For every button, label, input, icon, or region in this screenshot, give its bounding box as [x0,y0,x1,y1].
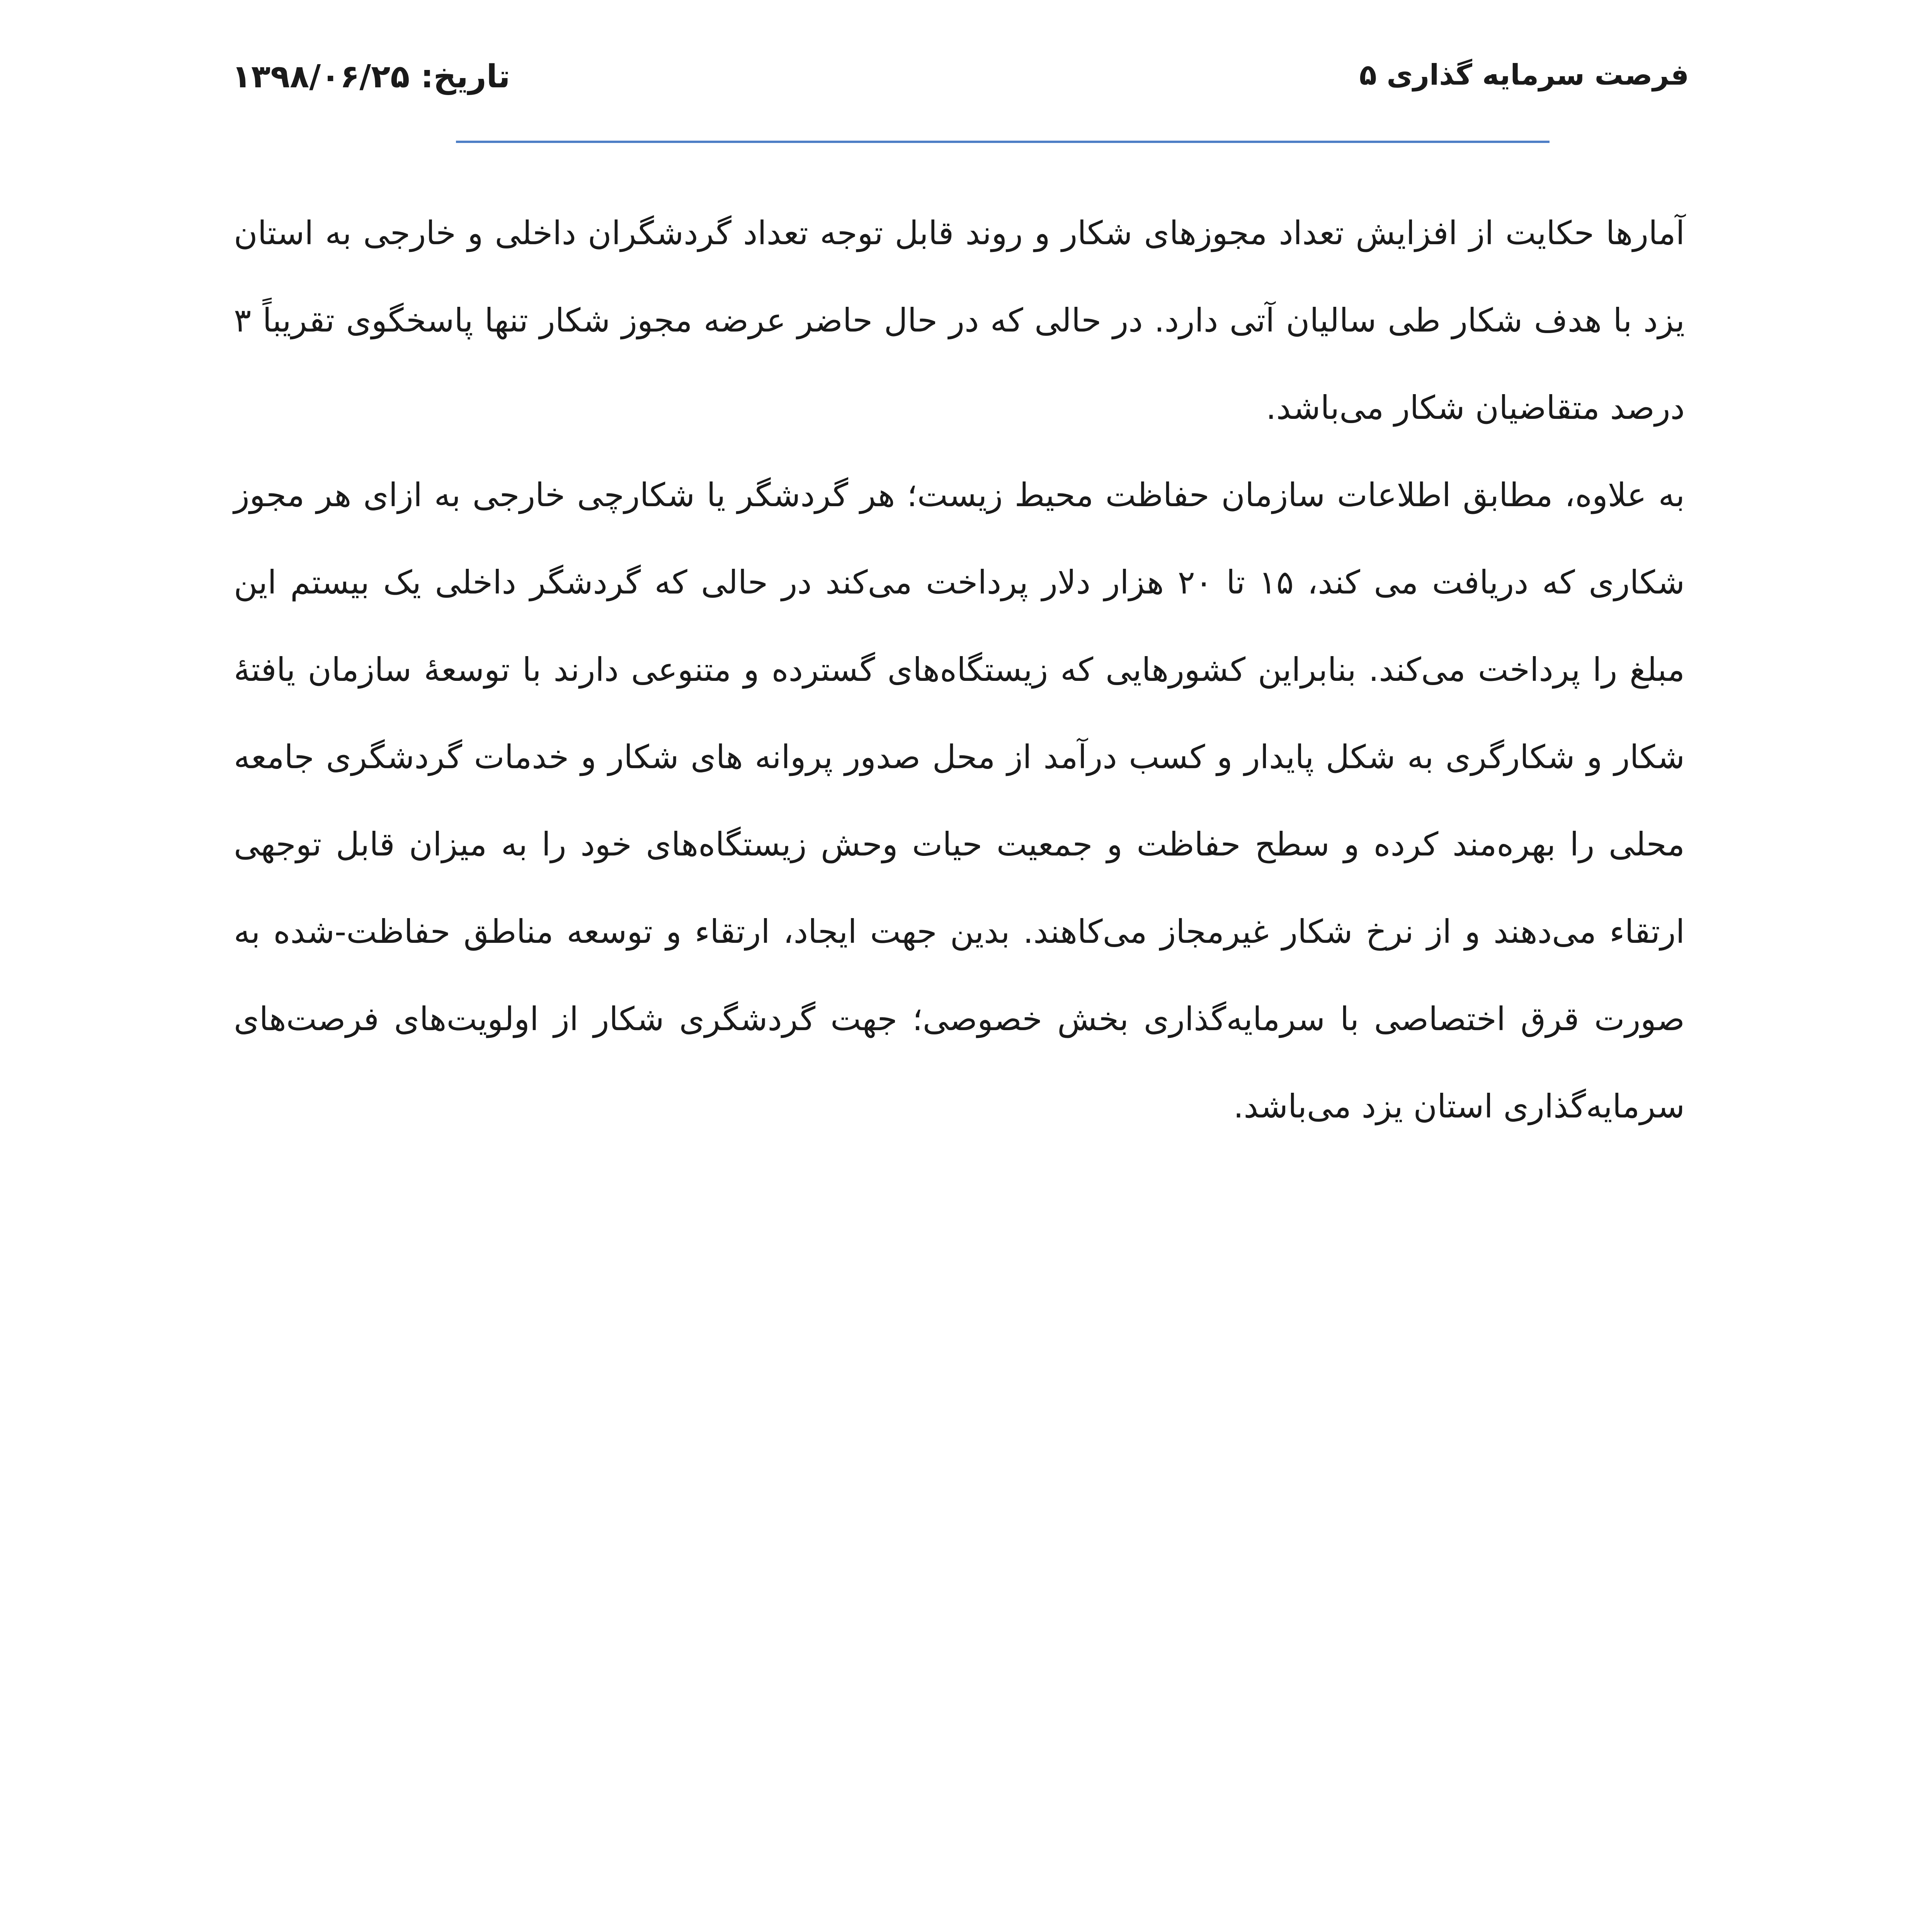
body-text [234,189,1685,1150]
header-divider [456,141,1550,143]
document-date: تاریخ: ۱۳۹۸/۰۶/۲۵ [232,58,510,95]
paragraph: به علاوه، مطابق اطلاعات سازمان حفاظت محیط زیست؛ هر گردشگر یا شکارچی خارجی به ازای هر مجوز شکاری که دریافت می کند، ۱۵ تا ۲۰ هزار دلار پرداخت می‌کند در حالی که گردشگر داخلی یک بیستم این مبلغ را پرداخت می‌کند. بنابراین کشورهایی که زیستگاه‌های گسترده و متنوعی دارند با توسعۀ سازمان یافتۀ شکار و شکارگری به شکل پایدار و کسب درآمد از محل صدور پروانه های شکار و خدمات گردشگری جامعه محلی را بهره‌مند کرده و سطح حفاظت و جمعیت حیات وحش زیستگاه‌های خود را به میزان قابل توجهی ارتقاء می‌دهند و از نرخ شکار غیرمجاز می‌کاهند. بدین جهت ایجاد، ارتقاء و توسعه مناطق حفاظت-شده به صورت قرق اختصاصی با سرمایه‌گذاری بخش خصوصی؛ جهت گردشگری شکار از اولویت‌های فرصت‌های سرمایه‌گذاری استان یزد می‌باشد. [234,476,1685,1125]
paragraph: آمارها حکایت از افزایش تعداد مجوزهای شکار و روند قابل توجه تعداد گردشگران داخلی و خارجی به استان یزد با هدف شکار طی سالیان آتی دارد. در حالی که در حال حاضر عرضه مجوز شکار تنها پاسخگوی تقریباً ۳ درصد متقاضیان شکار می‌باشد. [234,214,1685,427]
document-title: فرصت سرمایه گذاری ۵ [1359,58,1689,92]
